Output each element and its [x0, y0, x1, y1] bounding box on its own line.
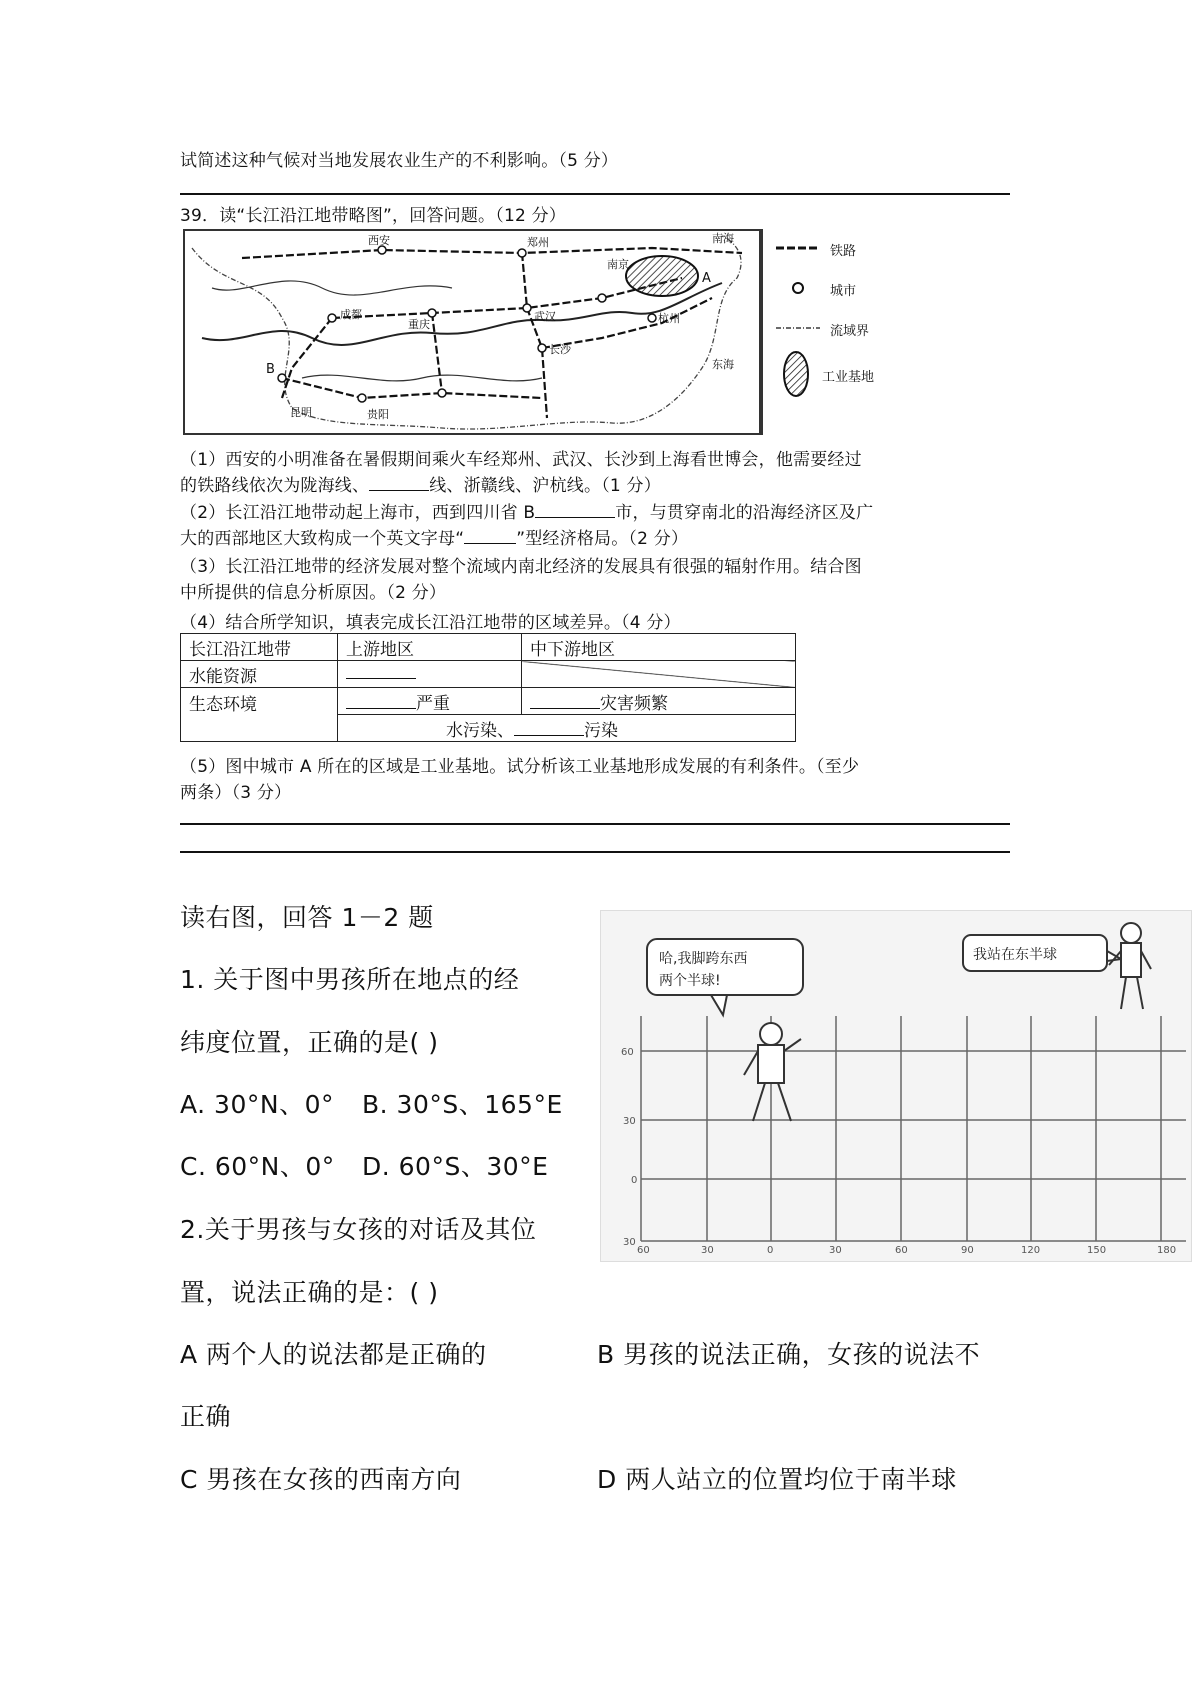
map-label-donghai: 东海 — [712, 358, 734, 371]
answer-blank-hydro[interactable] — [346, 664, 416, 679]
answer-blank-eco-upper[interactable] — [346, 694, 416, 709]
q2-line1: 2.关于男孩与女孩的对话及其位 — [180, 1215, 537, 1244]
q39-title: 39．读“长江沿江地带略图”，回答问题。（12 分） — [180, 206, 566, 226]
table-header-upper: 上游地区 — [338, 634, 522, 661]
section2-intro: 读右图，回答 1－2 题 — [180, 903, 434, 932]
answer-blank-letter[interactable] — [464, 529, 516, 544]
x-label-30w: 30 — [701, 1245, 714, 1256]
q39-sub2-text-a: （2）长江沿江地带动起上海市，西到四川省 B — [180, 503, 536, 523]
x-label-180: 180 — [1157, 1245, 1177, 1256]
yangtze-map-svg — [182, 228, 764, 436]
girl-bubble-text: 我站在东半球 — [973, 947, 1057, 963]
q2-option-c[interactable]: C 男孩在女孩的西南方向 — [180, 1465, 462, 1494]
table-row-hydro-label: 水能资源 — [181, 661, 338, 688]
q1-option-a[interactable]: A. 30°N、0° — [180, 1090, 334, 1119]
q39-sub2-line2 — [180, 524, 688, 549]
x-label-60w: 60 — [637, 1245, 650, 1256]
yangtze-map — [182, 228, 764, 436]
map-label-kunming: 昆明 — [290, 406, 312, 419]
table-cell-hydro-diagonal — [522, 661, 796, 688]
boy-figure — [744, 1023, 801, 1121]
answer-blank-city-b[interactable] — [535, 503, 615, 518]
answer-blank-eco-lower[interactable] — [530, 694, 600, 709]
answer-blank-pollution[interactable] — [514, 721, 584, 736]
q38-tail: 试简述这种气候对当地发展农业生产的不利影响。（5 分） — [180, 151, 619, 171]
q39-sub1-line1: （1）西安的小明准备在暑假期间乘火车经郑州、武汉、长沙到上海看世博会，他需要经过 — [180, 450, 862, 470]
map-label-b: B — [266, 362, 275, 377]
map-label-chongqing: 重庆 — [408, 318, 430, 331]
q2-option-d[interactable]: D 两人站立的位置均位于南半球 — [597, 1465, 957, 1494]
table-header-middle-lower: 中下游地区 — [522, 634, 796, 661]
q39-sub2-text-d: ”型经济格局。（2 分） — [516, 529, 689, 549]
legend-industrial-base: 工业基地 — [822, 370, 875, 385]
y-label-30: 30 — [623, 1116, 636, 1127]
map-label-nanhai: 南海 — [712, 232, 734, 245]
legend-city: 城市 — [830, 284, 857, 299]
map-label-guiyang: 贵阳 — [367, 408, 389, 421]
q39-sub4: （4）结合所学知识，填表完成长江沿江地带的区域差异。（4 分） — [180, 613, 681, 633]
region-difference-table — [180, 633, 796, 742]
table-row — [181, 661, 796, 688]
map-label-wuhan: 武汉 — [534, 310, 556, 323]
q1-option-d[interactable]: D. 60°S、30°E — [362, 1152, 549, 1181]
pollution-suffix: 污染 — [584, 720, 618, 741]
q1-line2: 纬度位置，正确的是( ) — [180, 1028, 439, 1057]
q39-sub1-line2 — [180, 471, 661, 496]
map-label-hangzhou: 杭州 — [658, 312, 680, 325]
boy-bubble-line1: 哈,我脚跨东西 — [659, 951, 748, 967]
q1-option-b[interactable]: B. 30°S、165°E — [362, 1090, 563, 1119]
q39-sub2-text-c: 大的西部地区大致构成一个英文字母“ — [180, 529, 465, 549]
pollution-prefix: 水污染、 — [446, 720, 514, 741]
table-cell-eco-upper — [338, 688, 522, 715]
answer-line — [180, 193, 1010, 195]
map-label-a: A — [702, 271, 711, 286]
map-label-nanjing: 南京 — [607, 258, 629, 271]
x-label-0: 0 — [767, 1245, 774, 1256]
map-legend — [772, 236, 892, 406]
map-label-chengdu: 成都 — [340, 308, 362, 321]
table-cell-eco-lower — [522, 688, 796, 715]
q39-sub2-line1 — [180, 498, 873, 523]
legend-railway: 铁路 — [830, 244, 857, 259]
x-label-30e: 30 — [829, 1245, 842, 1256]
table-row — [181, 688, 796, 715]
q1-line1: 1. 关于图中男孩所在地点的经 — [180, 965, 520, 994]
map-label-changsha: 长沙 — [549, 343, 571, 356]
legend-basin-boundary: 流域界 — [830, 324, 870, 339]
q39-sub1-text-b: 线、浙赣线、沪杭线。（1 分） — [429, 476, 661, 496]
eco-lower-suffix: 灾害频繁 — [600, 693, 668, 714]
map-label-xian: 西安 — [368, 234, 390, 247]
x-label-150e: 150 — [1087, 1245, 1107, 1256]
x-label-90e: 90 — [961, 1245, 974, 1256]
q39-sub3-line2: 中所提供的信息分析原因。（2 分） — [180, 583, 447, 603]
boy-bubble-line2: 两个半球! — [659, 973, 721, 989]
q2-option-b-cont: 正确 — [180, 1402, 232, 1431]
table-row — [181, 634, 796, 661]
q39-sub5-line2: 两条）（3 分） — [180, 783, 292, 803]
latlong-grid-svg — [601, 911, 1191, 1261]
eco-label-text: 生态环境 — [189, 695, 257, 715]
x-label-120e: 120 — [1021, 1245, 1041, 1256]
q39-sub3-line1: （3）长江沿江地带的经济发展对整个流域内南北经济的发展具有很强的辐射作用。结合图 — [180, 557, 862, 577]
q39-sub5-line1: （5）图中城市 A 所在的区域是工业基地。试分析该工业基地形成发展的有利条件。（至少 — [180, 757, 860, 777]
q39-sub1-text-a: 的铁路线依次为陇海线、 — [180, 476, 370, 496]
answer-blank-railway[interactable] — [369, 476, 429, 491]
eco-upper-suffix: 严重 — [416, 693, 450, 714]
q2-option-a[interactable]: A 两个人的说法都是正确的 — [180, 1340, 487, 1369]
y-label-30s: 30 — [623, 1237, 636, 1248]
girl-figure — [1109, 923, 1151, 1009]
y-label-60: 60 — [621, 1047, 634, 1058]
q2-line2: 置，说法正确的是：( ) — [180, 1278, 439, 1307]
table-row-eco-label — [181, 688, 338, 742]
q2-option-b[interactable]: B 男孩的说法正确，女孩的说法不 — [597, 1340, 981, 1369]
table-cell-hydro-upper — [338, 661, 522, 688]
latlong-figure — [600, 910, 1192, 1262]
table-header-belt: 长江沿江地带 — [181, 634, 338, 661]
x-label-60e: 60 — [895, 1245, 908, 1256]
q1-option-c[interactable]: C. 60°N、0° — [180, 1152, 335, 1181]
answer-line — [180, 823, 1010, 825]
map-label-zhengzhou: 郑州 — [527, 236, 549, 249]
q39-sub2-text-b: 市，与贯穿南北的沿海经济区及广 — [615, 503, 874, 523]
answer-line — [180, 851, 1010, 853]
table-cell-pollution — [338, 715, 796, 742]
y-label-0: 0 — [631, 1175, 638, 1186]
